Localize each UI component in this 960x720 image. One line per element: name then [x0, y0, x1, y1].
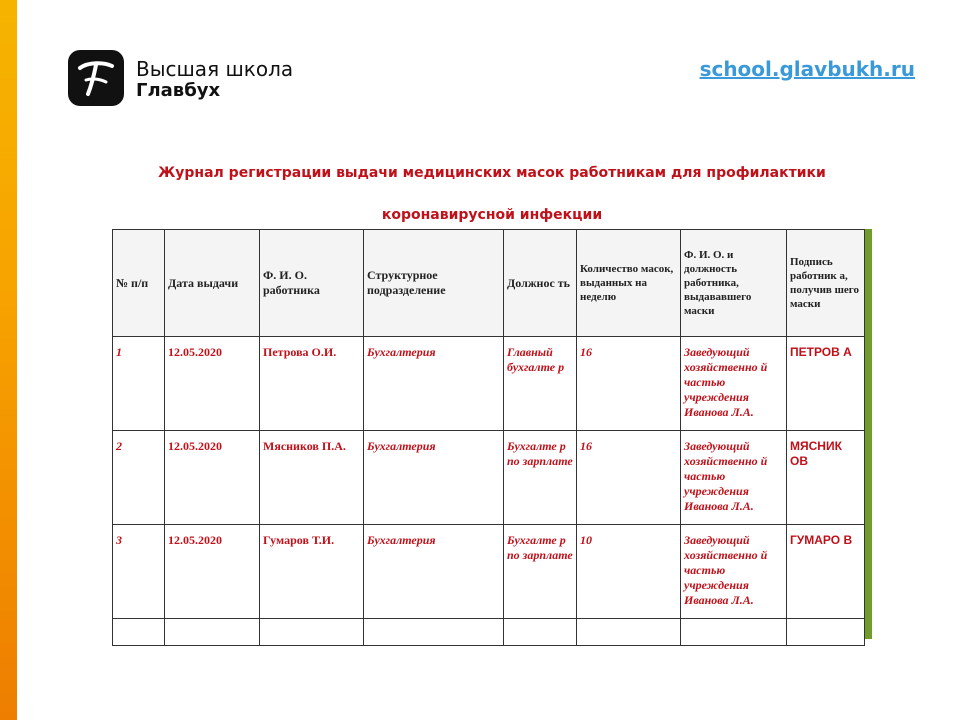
- document-title-line2: коронавирусной инфекции: [381, 207, 603, 223]
- document-title-line1: Журнал регистрации выдачи медицинских масок работникам для профилактики: [158, 165, 826, 181]
- row-number-cell: 1: [113, 337, 165, 431]
- brand-line1: Высшая школа: [136, 57, 294, 81]
- row-number-cell: 3: [113, 525, 165, 619]
- mask-count-cell: 10: [577, 525, 681, 619]
- header-cell: № п/п: [113, 230, 165, 337]
- row-number-cell: 2: [113, 431, 165, 525]
- empty-cell: [504, 619, 577, 646]
- glavbukh-t-logo-icon: [68, 50, 124, 106]
- department-cell: Бухгалтерия: [364, 431, 504, 525]
- issuer-cell: Заведующий хозяйственно й частью учреждения Иванова Л.А.: [681, 431, 787, 525]
- date-cell: 12.05.2020: [165, 337, 260, 431]
- header-cell: Ф. И. О. работника: [260, 230, 364, 337]
- department-cell: Бухгалтерия: [364, 337, 504, 431]
- employee-name-cell: Мясников П.А.: [260, 431, 364, 525]
- header-cell: Ф. И. О. и должность работника, выдававшего маски: [681, 230, 787, 337]
- empty-cell: [364, 619, 504, 646]
- mask-count-cell: 16: [577, 431, 681, 525]
- mask-count-cell: 16: [577, 337, 681, 431]
- empty-cell: [165, 619, 260, 646]
- header-cell: Структурное подразделение: [364, 230, 504, 337]
- signature-cell: ГУМАРО В: [787, 525, 865, 619]
- empty-cell: [260, 619, 364, 646]
- empty-cell: [787, 619, 865, 646]
- table-row: [113, 431, 865, 525]
- signature-cell: ПЕТРОВ А: [787, 337, 865, 431]
- decorative-green-strip: [864, 229, 872, 639]
- site-link[interactable]: school.glavbukh.ru: [699, 57, 915, 81]
- table-row: [113, 525, 865, 619]
- issuer-cell: Заведующий хозяйственно й частью учреждения Иванова Л.А.: [681, 337, 787, 431]
- table-header-row: [113, 230, 865, 337]
- brand-line2: Главбух: [136, 80, 221, 101]
- date-cell: 12.05.2020: [165, 525, 260, 619]
- empty-cell: [577, 619, 681, 646]
- employee-name-cell: Гумаров Т.И.: [260, 525, 364, 619]
- position-cell: Бухгалте р по зарплате: [504, 431, 577, 525]
- empty-cell: [681, 619, 787, 646]
- signature-cell: МЯСНИК ОВ: [787, 431, 865, 525]
- empty-cell: [113, 619, 165, 646]
- header-cell: Должнос ть: [504, 230, 577, 337]
- orange-side-bar: [0, 0, 17, 720]
- employee-name-cell: Петрова О.И.: [260, 337, 364, 431]
- issuer-cell: Заведующий хозяйственно й частью учреждения Иванова Л.А.: [681, 525, 787, 619]
- date-cell: 12.05.2020: [165, 431, 260, 525]
- table-row: [113, 337, 865, 431]
- header-cell: Подпись работник а, получив шего маски: [787, 230, 865, 337]
- position-cell: Бухгалте р по зарплате: [504, 525, 577, 619]
- empty-table-row: [113, 619, 865, 646]
- mask-issue-journal-table: [112, 229, 865, 646]
- header-cell: Дата выдачи: [165, 230, 260, 337]
- position-cell: Главный бухгалте р: [504, 337, 577, 431]
- department-cell: Бухгалтерия: [364, 525, 504, 619]
- header-cell: Количество масок, выданных на неделю: [577, 230, 681, 337]
